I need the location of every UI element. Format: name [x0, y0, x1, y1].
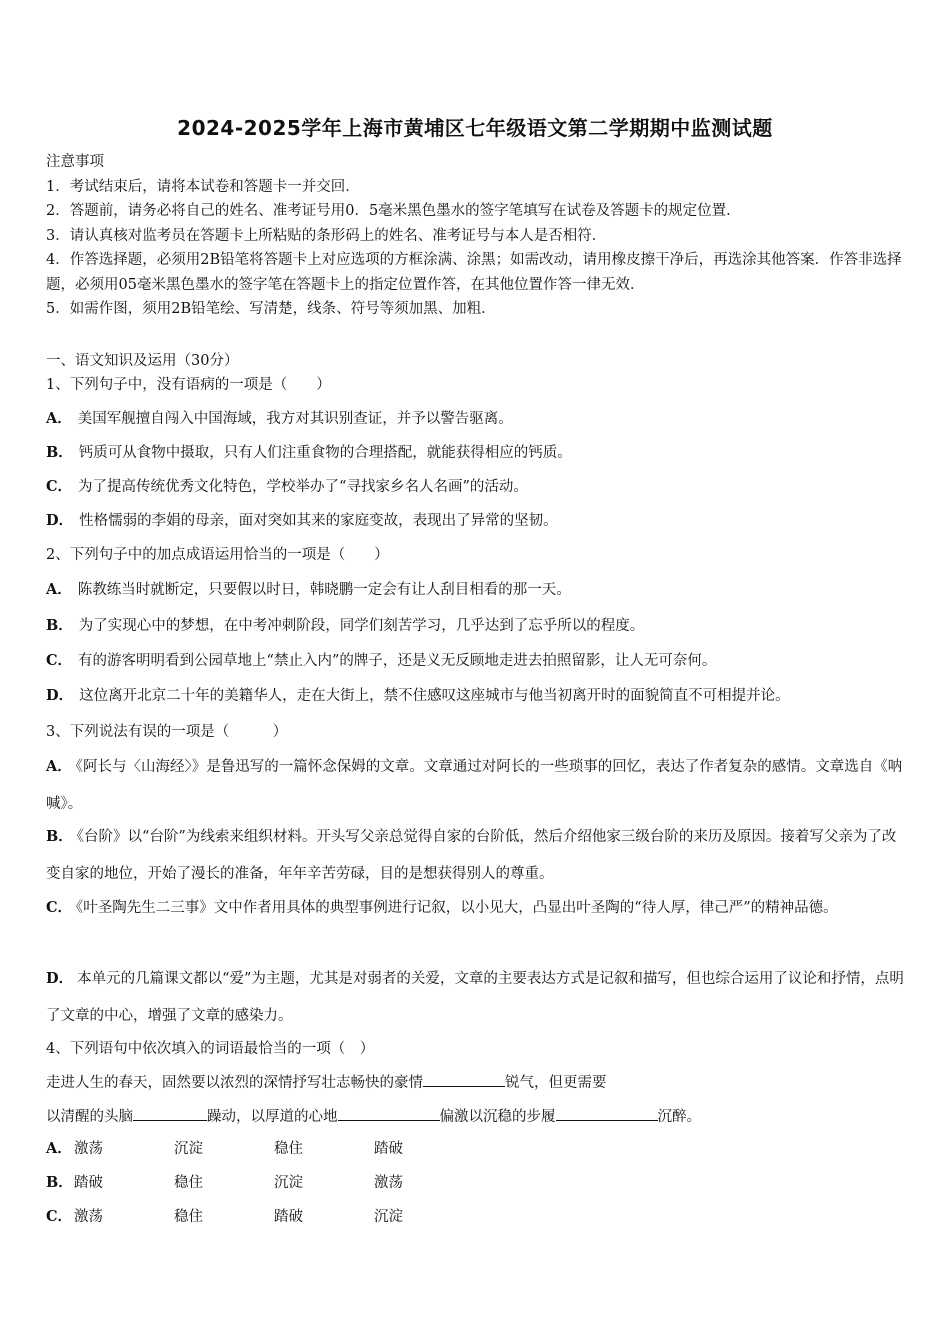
- option-key: B．: [46, 828, 73, 845]
- passage-text: 躁动，以厚道的心地: [207, 1109, 338, 1125]
- notice-section: [46, 150, 908, 322]
- fill-blank: [133, 1106, 207, 1121]
- option-word: 稳住: [174, 1209, 203, 1225]
- q3-option-d: [46, 960, 908, 1035]
- passage-text: 偏激以沉稳的步履: [439, 1109, 556, 1125]
- option-word: 沉淀: [374, 1209, 403, 1225]
- q1-option-d: [46, 511, 558, 531]
- option-key: C．: [46, 899, 73, 916]
- notice-item: 3．请认真核对监考员在答题卡上所粘贴的条形码上的姓名、准考证号与本人是否相符．: [46, 227, 607, 244]
- question-1-stem: 1、下列句子中，没有语病的一项是（ ）: [46, 377, 331, 393]
- option-word: 激荡: [74, 1209, 103, 1225]
- option-word: 沉淀: [274, 1175, 303, 1191]
- option-text: 为了实现心中的梦想，在中考冲刺阶段，同学们刻苦学习，几乎达到了忘乎所以的程度。: [78, 618, 645, 634]
- option-word: 踏破: [374, 1141, 403, 1157]
- notice-item: 5．如需作图，须用2B铅笔绘、写清楚，线条、符号等须加黑、加粗．: [46, 301, 496, 317]
- option-text: 本单元的几篇课文都以“爱”为主题，尤其是对弱者的关爱，文章的主要表达方式是记叙和描写，但也综合运用了议论和抒情，点明了文章的中心，增强了文章的感染力。: [46, 971, 904, 1024]
- option-key: A．: [46, 410, 72, 427]
- option-key: C．: [46, 478, 73, 495]
- q4-option-a: [46, 1139, 474, 1159]
- option-text: 钙质可从食物中摄取，只有人们注重食物的合理搭配，就能获得相应的钙质。: [78, 445, 572, 461]
- q4-passage-line-2: [46, 1106, 701, 1127]
- question-4-stem: 4、下列语句中依次填入的词语最恰当的一项（ ）: [46, 1041, 375, 1057]
- q4-passage-line-1: [46, 1072, 607, 1093]
- option-key: B．: [46, 1174, 73, 1191]
- option-key: A．: [46, 1140, 72, 1157]
- option-key: A．: [46, 758, 72, 775]
- option-text: 陈教练当时就断定，只要假以时日，韩晓鹏一定会有让人刮目相看的那一天。: [77, 582, 571, 598]
- option-key: D．: [46, 687, 74, 704]
- option-key: C．: [46, 652, 73, 669]
- option-text: 《叶圣陶先生二三事》文中作者用具体的典型事例进行记叙，以小见大，凸显出叶圣陶的“待人厚，律己严”的精神品德。: [76, 900, 838, 916]
- option-key: C．: [46, 1208, 73, 1225]
- q2-option-b: [46, 616, 644, 636]
- option-word: 沉淀: [174, 1141, 203, 1157]
- option-word: 踏破: [274, 1209, 303, 1225]
- passage-text: 沉醉。: [657, 1109, 701, 1125]
- passage-text: 以清醒的头脑: [46, 1109, 133, 1125]
- q3-option-c: [46, 889, 908, 927]
- option-text: 性格懦弱的李娟的母亲，面对突如其来的家庭变故，表现出了异常的坚韧。: [79, 513, 558, 529]
- q2-option-c: [46, 651, 716, 671]
- option-text: 为了提高传统优秀文化特色，学校举办了“寻找家乡名人名画”的活动。: [78, 479, 528, 495]
- notice-item: 2．答题前，请务必将自己的姓名、准考证号用0．5毫米黑色墨水的签字笔填写在试卷及答题卡的规定位置．: [46, 203, 741, 219]
- q3-option-a: [46, 748, 908, 823]
- option-word: 激荡: [374, 1175, 403, 1191]
- fill-blank: [556, 1106, 658, 1121]
- q2-option-d: [46, 686, 790, 706]
- q2-option-a: [46, 580, 571, 600]
- exam-title: 2024-2025学年上海市黄埔区七年级语文第二学期期中监测试题: [177, 116, 773, 140]
- passage-text: 走进人生的春天，固然要以浓烈的深情抒写壮志畅快的豪情: [46, 1075, 423, 1091]
- option-key: D．: [46, 970, 74, 987]
- option-text: 《阿长与〈山海经〉》是鲁迅写的一篇怀念保姆的文章。文章通过对阿长的一些琐事的回忆，表达了作者复杂的感情。文章选自《呐喊》。: [46, 759, 903, 812]
- option-text: 有的游客明明看到公园草地上“禁止入内”的牌子，还是义无反顾地走进去拍照留影，让人无可奈何。: [78, 653, 717, 669]
- notice-item: 1．考试结束后，请将本试卷和答题卡一并交回．: [46, 178, 360, 195]
- q4-option-b: [46, 1173, 474, 1193]
- question-3-stem: 3、下列说法有误的一项是（ ）: [46, 724, 288, 740]
- option-key: B．: [46, 444, 73, 461]
- fill-blank: [338, 1106, 440, 1121]
- passage-text: 锐气，但更需要: [505, 1075, 607, 1091]
- fill-blank: [423, 1072, 505, 1087]
- option-word: 激荡: [74, 1141, 103, 1157]
- option-key: A．: [46, 581, 72, 598]
- notice-heading: 注意事项: [46, 154, 104, 170]
- q1-option-b: [46, 443, 572, 463]
- q1-option-c: [46, 477, 528, 497]
- option-text: 《台阶》以“台阶”为线索来组织材料。开头写父亲总觉得自家的台阶低，然后介绍他家三级台阶的来历及原因。接着写父亲为了改变自家的地位，开始了漫长的准备，年年辛苦劳碌，目的是想获得别人的尊重。: [46, 829, 897, 882]
- question-2-stem: 2、下列句子中的加点成语运用恰当的一项是（ ）: [46, 547, 389, 563]
- option-text: 这位离开北京二十年的美籍华人，走在大街上，禁不住感叹这座城市与他当初离开时的面貌简直不可相提并论。: [79, 688, 790, 704]
- option-text: 美国军舰擅自闯入中国海域，我方对其识别查证，并予以警告驱离。: [77, 411, 513, 427]
- q4-option-c: [46, 1207, 474, 1227]
- q1-option-a: [46, 409, 513, 429]
- option-key: B．: [46, 617, 73, 634]
- q3-option-b: [46, 818, 908, 893]
- option-word: 踏破: [74, 1175, 103, 1191]
- option-word: 稳住: [174, 1175, 203, 1191]
- option-word: 稳住: [274, 1141, 303, 1157]
- option-key: D．: [46, 512, 74, 529]
- notice-item: 4．作答选择题，必须用2B铅笔将答题卡上对应选项的方框涂满、涂黑；如需改动，请用橡皮擦干净后，再选涂其他答案．作答非选择题，必须用05毫米黑色墨水的签字笔在答题卡上的指定位置作答，在其他位置作答一律无效．: [46, 252, 902, 293]
- section-heading: 一、语文知识及运用（30分）: [46, 353, 239, 369]
